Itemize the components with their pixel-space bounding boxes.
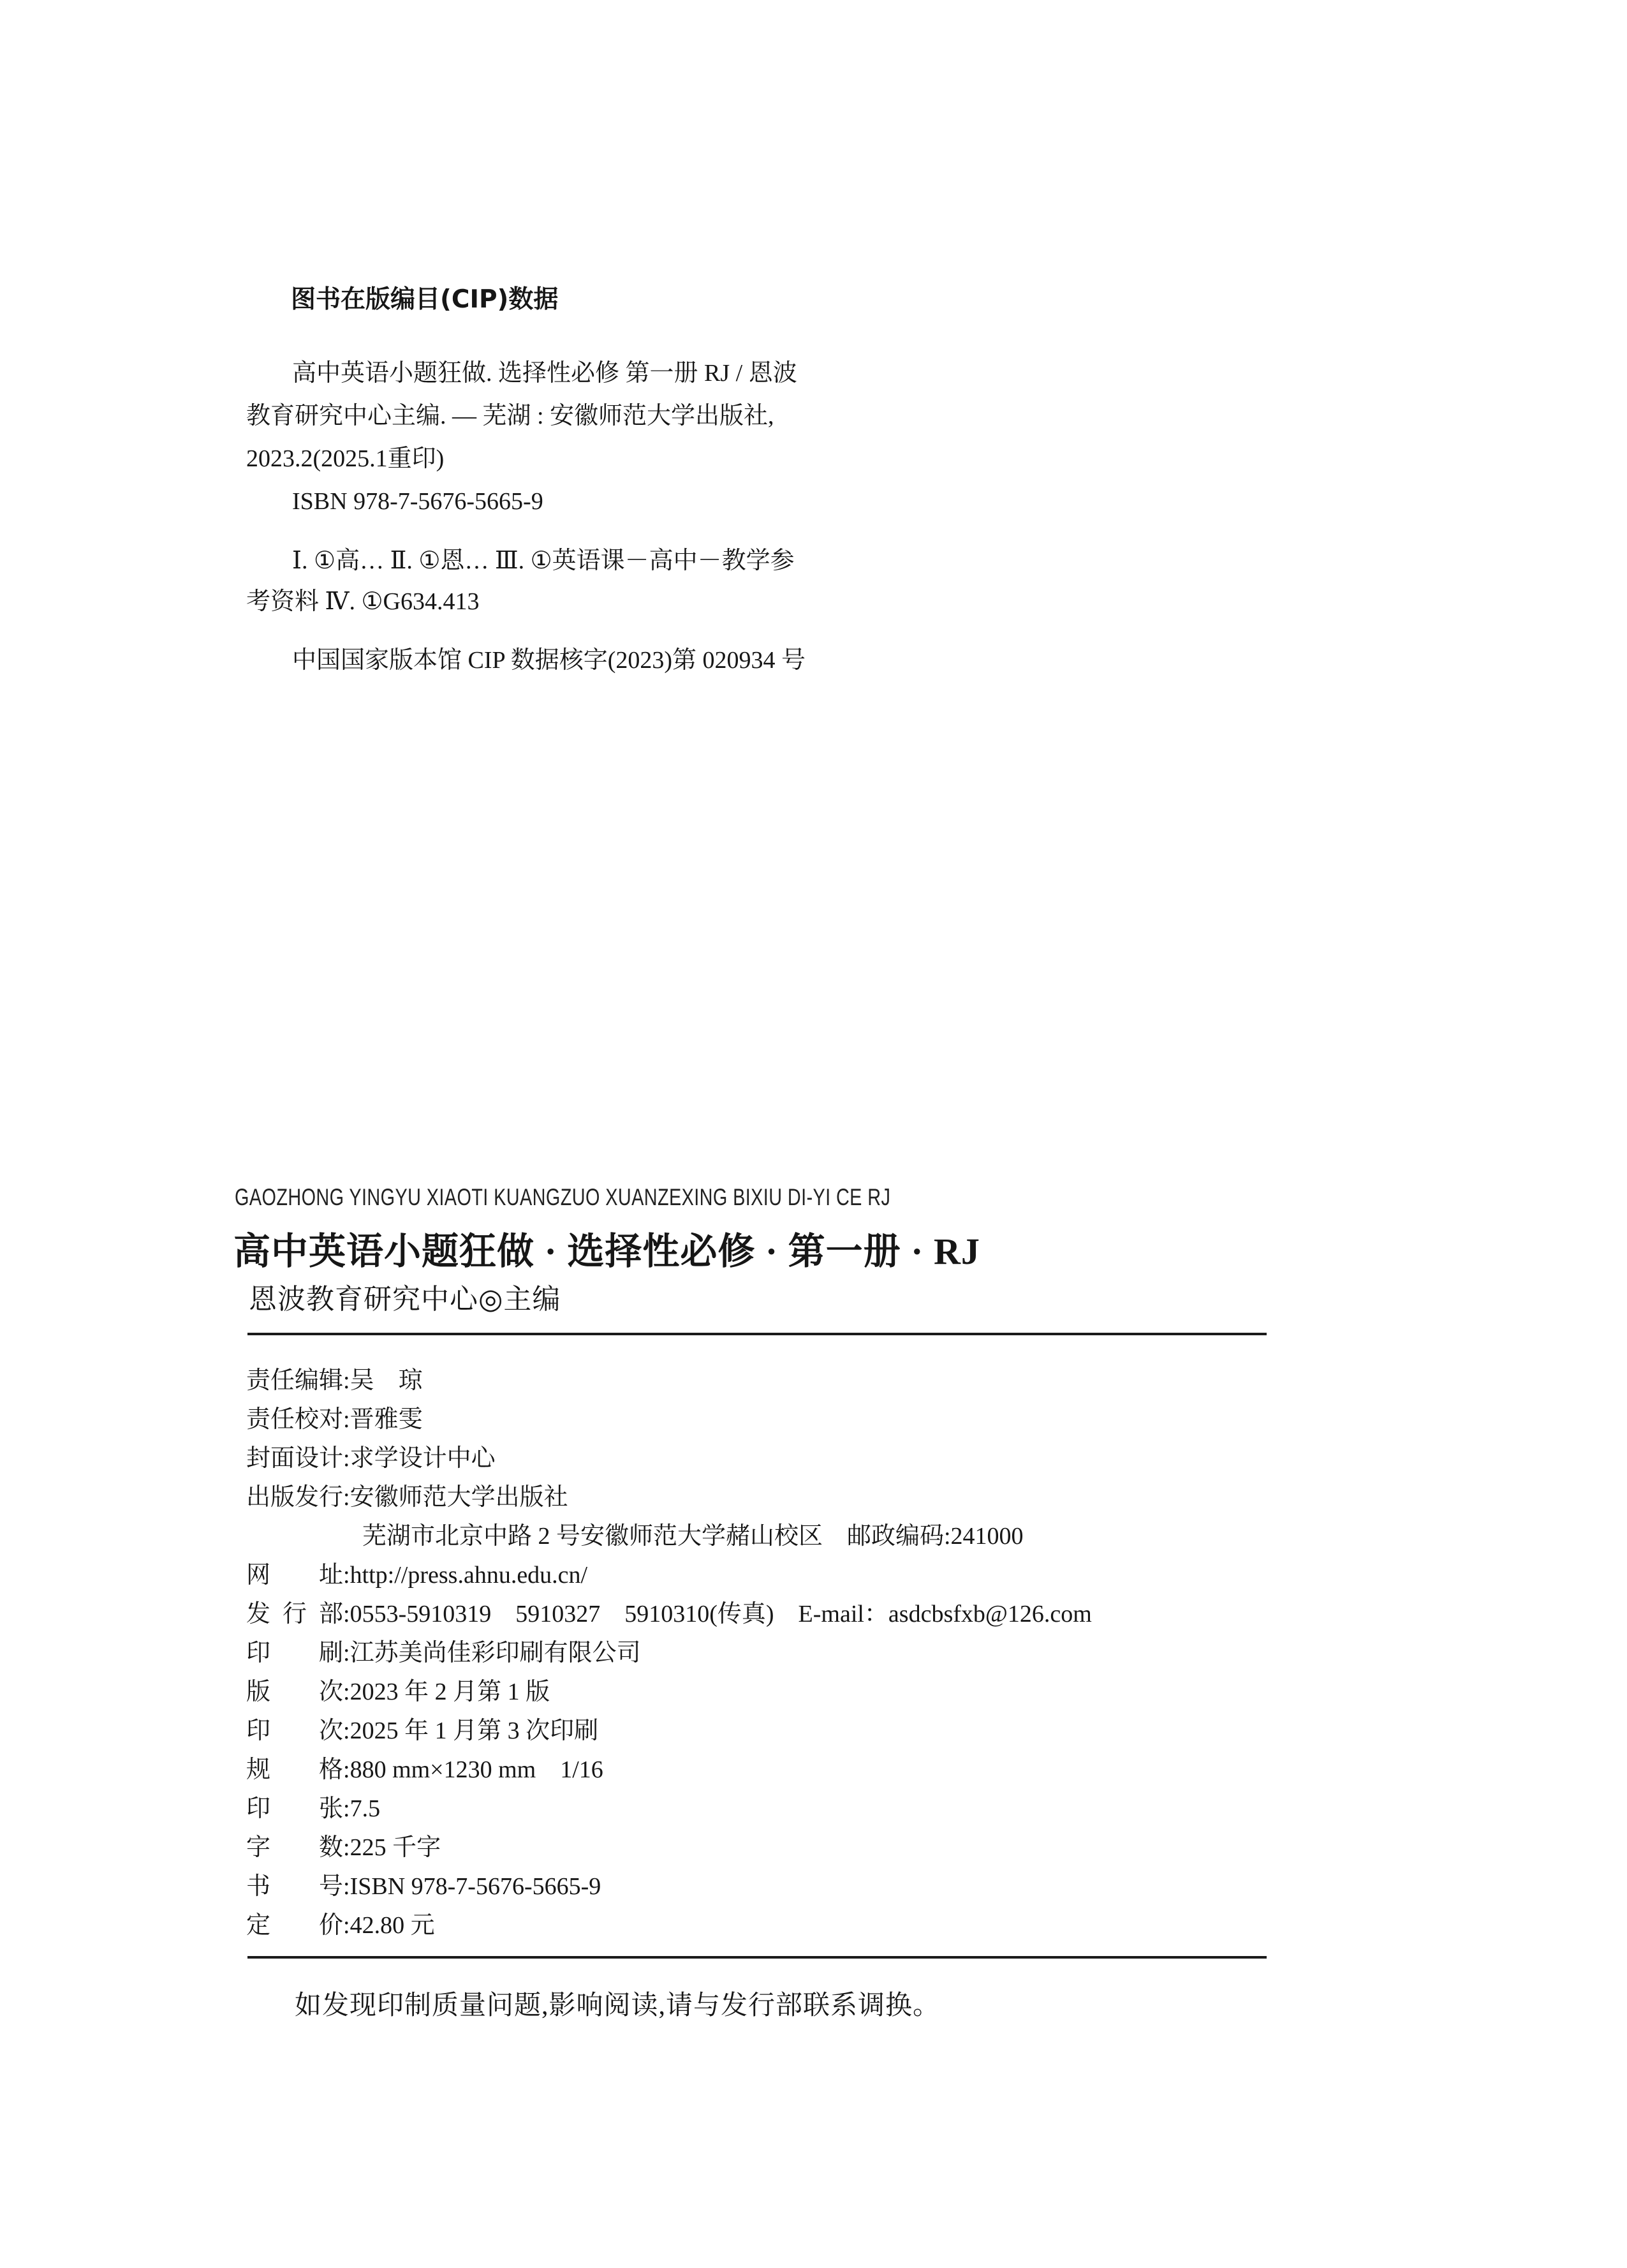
cip-classification — [246, 540, 1139, 622]
pub-label: 印张 — [246, 1795, 343, 1822]
pub-row-proofreader — [246, 1400, 1458, 1439]
pub-label: 印刷 — [246, 1640, 343, 1666]
pub-colon: : — [343, 1640, 350, 1666]
pub-colon: : — [343, 1795, 350, 1822]
editor-byline: 恩波教育研究中心◎主编 — [249, 1284, 561, 1315]
pub-label: 封面设计 — [246, 1445, 344, 1472]
pub-colon: : — [343, 1834, 350, 1861]
pub-label: 版次 — [246, 1679, 343, 1705]
pub-row-price — [246, 1906, 1458, 1945]
quality-notice: 如发现印制质量问题,影响阅读,请与发行部联系调换。 — [295, 1991, 941, 2020]
pub-value: 江苏美尚佳彩印刷有限公司 — [350, 1640, 641, 1666]
pub-value: 安徽师范大学出版社 — [350, 1484, 568, 1511]
pub-label: 字数 — [246, 1834, 343, 1861]
pub-value: ISBN 978-7-5676-5665-9 — [350, 1873, 601, 1900]
pub-label: 出版发行 — [246, 1484, 344, 1511]
pub-label: 责任校对 — [246, 1406, 344, 1433]
pub-value: 0553-5910319 5910327 5910310(传真) E-mail：asdcbsfxb@126.com — [350, 1601, 1092, 1627]
pub-row-responsible-editor — [246, 1361, 1458, 1400]
pub-colon: : — [343, 1756, 350, 1783]
pub-colon: : — [343, 1679, 350, 1705]
cip-data-header: 图书在版编目(CIP)数据 — [291, 285, 559, 314]
publication-details — [246, 1361, 1458, 1945]
pub-value: 880 mm×1230 mm 1/16 — [350, 1756, 603, 1783]
pub-label: 网址 — [246, 1562, 343, 1589]
pub-label: 规格 — [246, 1756, 343, 1783]
pub-colon: : — [343, 1484, 350, 1511]
pub-value: 225 千字 — [350, 1834, 441, 1861]
cip-isbn-line: ISBN 978-7-5676-5665-9 — [292, 488, 543, 515]
pub-colon: : — [343, 1406, 350, 1433]
pub-row-impression — [246, 1712, 1458, 1751]
title-pinyin: GAOZHONG YINGYU XIAOTI KUANGZUO XUANZEXING BIXIU DI-YI CE RJ — [235, 1184, 891, 1210]
pub-row-cover-design — [246, 1439, 1458, 1478]
pub-row-edition — [246, 1673, 1458, 1712]
cip-line: 2023.2(2025.1重印) — [246, 445, 445, 472]
pub-label: 定价 — [246, 1912, 343, 1939]
pub-value: 42.80 元 — [350, 1912, 435, 1939]
pub-colon: : — [343, 1445, 350, 1472]
cip-line: Ⅰ. ①高… Ⅱ. ①恩… Ⅲ. ①英语课－高中－教学参 — [292, 547, 795, 574]
pub-row-word-count — [246, 1828, 1458, 1867]
pub-row-sheets — [246, 1790, 1458, 1828]
pub-value: 吴 琼 — [350, 1367, 423, 1394]
pub-colon: : — [343, 1601, 350, 1627]
cip-description — [246, 352, 1139, 523]
pub-value: http://press.ahnu.edu.cn/ — [350, 1562, 588, 1589]
pub-row-distribution — [246, 1595, 1458, 1634]
cip-line: 高中英语小题狂做. 选择性必修 第一册 RJ / 恩波 — [292, 360, 797, 387]
pub-row-publisher — [246, 1478, 1458, 1517]
pub-colon: : — [343, 1367, 350, 1394]
cip-record-number: 中国国家版本馆 CIP 数据核字(2023)第 020934 号 — [292, 647, 806, 674]
pub-label: 书号 — [246, 1873, 343, 1900]
pub-colon: : — [343, 1717, 350, 1744]
cip-line: 教育研究中心主编. — 芜湖 : 安徽师范大学出版社, — [246, 403, 774, 429]
book-title: 高中英语小题狂做 · 选择性必修 · 第一册 · RJ — [233, 1231, 980, 1272]
pub-colon: : — [343, 1912, 350, 1939]
pub-value: 7.5 — [350, 1795, 381, 1822]
pub-value: 2023 年 2 月第 1 版 — [350, 1679, 550, 1705]
pub-row-isbn — [246, 1867, 1458, 1906]
publisher-address: 芜湖市北京中路 2 号安徽师范大学赭山校区 邮政编码:241000 — [362, 1523, 1024, 1550]
pub-label: 发行部 — [246, 1601, 343, 1627]
pub-row-website — [246, 1556, 1458, 1595]
pub-row-printer — [246, 1634, 1458, 1673]
pub-value: 晋雅雯 — [350, 1406, 423, 1433]
cip-line: 考资料 Ⅳ. ①G634.413 — [246, 588, 480, 615]
bottom-divider — [247, 1956, 1267, 1959]
pub-colon: : — [343, 1873, 350, 1900]
pub-colon: : — [343, 1562, 350, 1589]
pub-value: 求学设计中心 — [350, 1445, 496, 1472]
top-divider — [247, 1333, 1267, 1335]
pub-label: 印次 — [246, 1717, 343, 1744]
pub-label: 责任编辑 — [246, 1367, 344, 1394]
pub-value: 2025 年 1 月第 3 次印刷 — [350, 1717, 599, 1744]
pub-row-format — [246, 1751, 1458, 1790]
